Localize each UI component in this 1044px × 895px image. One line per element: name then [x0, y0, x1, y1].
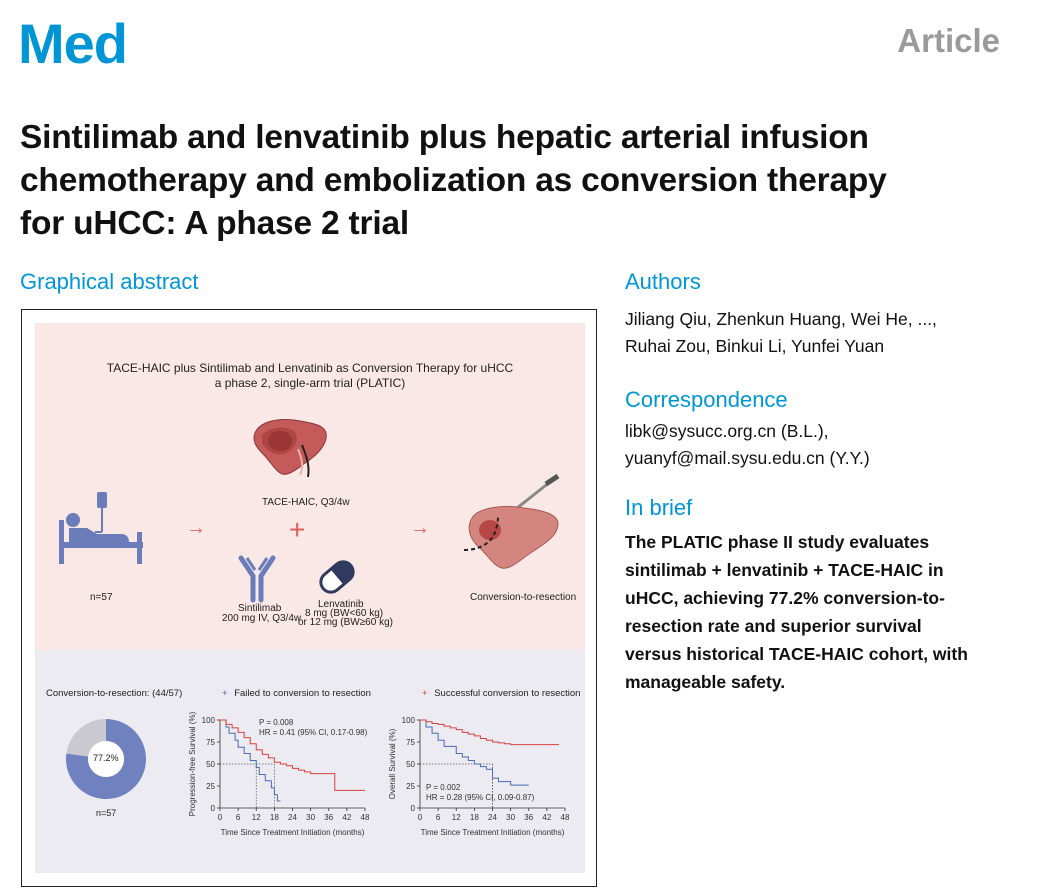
authors-list	[625, 306, 937, 360]
y-tick-label: 100	[401, 716, 415, 725]
y-axis-label: Progression-free Survival (%)	[188, 711, 197, 817]
x-tick-label: 30	[506, 813, 516, 822]
donut-n-label: n=57	[96, 808, 117, 818]
legend-failed	[222, 688, 371, 699]
x-tick-label: 48	[560, 813, 570, 822]
in-brief-line: The PLATIC phase II study evaluates	[625, 532, 930, 552]
lenvatinib-dose1: 8 mg (BW<60 kg)	[305, 608, 384, 619]
tace-label: TACE-HAIC, Q3/4w	[262, 497, 350, 508]
authors-line: Ruhai Zou, Binkui Li, Yunfei Yuan	[625, 336, 885, 356]
title-line: chemotherapy and embolization as conversion therapy	[20, 162, 887, 199]
right-arrow-icon: →	[410, 517, 430, 539]
outcome-label: Conversion-to-resection	[470, 592, 577, 603]
p-value-label: P = 0.008	[259, 718, 294, 727]
x-tick-label: 18	[269, 813, 279, 822]
x-tick-label: 0	[217, 813, 223, 822]
hazard-ratio-label: HR = 0.28 (95% CI, 0.09-0.87)	[426, 793, 535, 802]
lenvatinib-dose2: or 12 mg (BW≥60 kg)	[298, 617, 393, 628]
email-link[interactable]: libk@sysucc.org.cn (B.L.),	[625, 421, 829, 441]
in-brief-line: sintilimab + lenvatinib + TACE-HAIC in	[625, 560, 944, 580]
in-brief-heading: In brief	[625, 495, 693, 520]
x-tick-label: 0	[417, 813, 423, 822]
right-arrow-icon: →	[186, 517, 206, 539]
x-tick-label: 36	[524, 813, 534, 822]
sintilimab-dose: 200 mg IV, Q3/4w	[222, 613, 302, 624]
x-tick-label: 30	[306, 813, 316, 822]
km-series-line	[420, 720, 529, 785]
ga-title-line1: TACE-HAIC plus Sintilimab and Lenvatinib as Conversion Therapy for uHCC	[106, 361, 514, 375]
y-tick-label: 50	[406, 760, 415, 769]
ga-title-line2: a phase 2, single-arm trial (PLATIC)	[214, 376, 406, 390]
x-tick-label: 12	[251, 813, 261, 822]
x-tick-label: 6	[435, 813, 441, 822]
in-brief-line: manageable safety.	[625, 672, 786, 692]
in-brief-line: resection rate and superior survival	[625, 616, 922, 636]
x-tick-label: 42	[342, 813, 352, 822]
lenvatinib-name: Lenvatinib	[318, 599, 364, 610]
x-tick-label: 6	[235, 813, 241, 822]
x-tick-label: 48	[360, 813, 370, 822]
x-tick-label: 12	[451, 813, 461, 822]
journal-logo: Med	[18, 12, 127, 75]
plus-icon: +	[289, 514, 306, 545]
article-type-label: Article	[897, 22, 1000, 59]
title-line: Sintilimab and lenvatinib plus hepatic arterial infusion	[20, 119, 869, 156]
authors-heading: Authors	[625, 269, 701, 294]
donut-title: Conversion-to-resection: (44/57)	[46, 688, 183, 699]
x-tick-label: 24	[488, 813, 497, 822]
email-link[interactable]: yuanyf@mail.sysu.edu.cn (Y.Y.)	[625, 448, 870, 468]
liver-icon	[250, 415, 330, 485]
y-tick-label: 25	[206, 782, 215, 791]
donut-center-label: 77.2%	[93, 753, 119, 763]
x-tick-label: 42	[542, 813, 552, 822]
legend-failed-label: Failed to conversion to resection	[234, 688, 371, 699]
pfs-km-chart	[185, 705, 385, 840]
correspondence-emails	[625, 418, 870, 472]
y-tick-label: 75	[206, 738, 215, 747]
x-tick-label: 24	[288, 813, 297, 822]
legend-success-label: Successful conversion to resection	[434, 688, 581, 699]
in-brief-line: uHCC, achieving 77.2% conversion-to-	[625, 588, 945, 608]
legend-success	[422, 688, 580, 699]
title-line: for uHCC: A phase 2 trial	[20, 205, 409, 242]
y-tick-label: 75	[406, 738, 415, 747]
y-tick-label: 25	[406, 782, 415, 791]
y-tick-label: 50	[206, 760, 215, 769]
in-brief-text	[625, 528, 968, 696]
graphical-abstract-heading: Graphical abstract	[20, 269, 199, 294]
x-axis-label: Time Since Treatment Initiation (months)	[220, 828, 365, 837]
y-tick-label: 100	[201, 716, 215, 725]
x-tick-label: 36	[324, 813, 334, 822]
y-tick-label: 0	[210, 804, 215, 813]
article-title	[20, 116, 1020, 245]
legend-success-marker: +	[422, 688, 428, 699]
os-km-chart	[385, 705, 585, 840]
legend-failed-marker: +	[222, 688, 228, 699]
hazard-ratio-label: HR = 0.41 (95% CI, 0.17-0.98)	[259, 728, 368, 737]
x-tick-label: 18	[469, 813, 479, 822]
sintilimab-name: Sintilimab	[238, 603, 282, 614]
km-series-line	[420, 720, 559, 745]
antibody-icon	[237, 556, 277, 602]
y-tick-label: 0	[410, 804, 415, 813]
patient-bed-icon	[57, 492, 145, 564]
x-axis-label: Time Since Treatment Initiation (months)	[420, 828, 565, 837]
patient-n-label: n=57	[90, 592, 113, 603]
correspondence-heading: Correspondence	[625, 387, 788, 412]
authors-line: Jiliang Qiu, Zhenkun Huang, Wei He, ...,	[625, 309, 937, 329]
p-value-label: P = 0.002	[426, 783, 461, 792]
capsule-icon	[315, 555, 359, 599]
in-brief-line: versus historical TACE-HAIC cohort, with	[625, 644, 968, 664]
y-axis-label: Overall Survival (%)	[388, 728, 397, 800]
resection-liver-icon	[462, 478, 568, 584]
